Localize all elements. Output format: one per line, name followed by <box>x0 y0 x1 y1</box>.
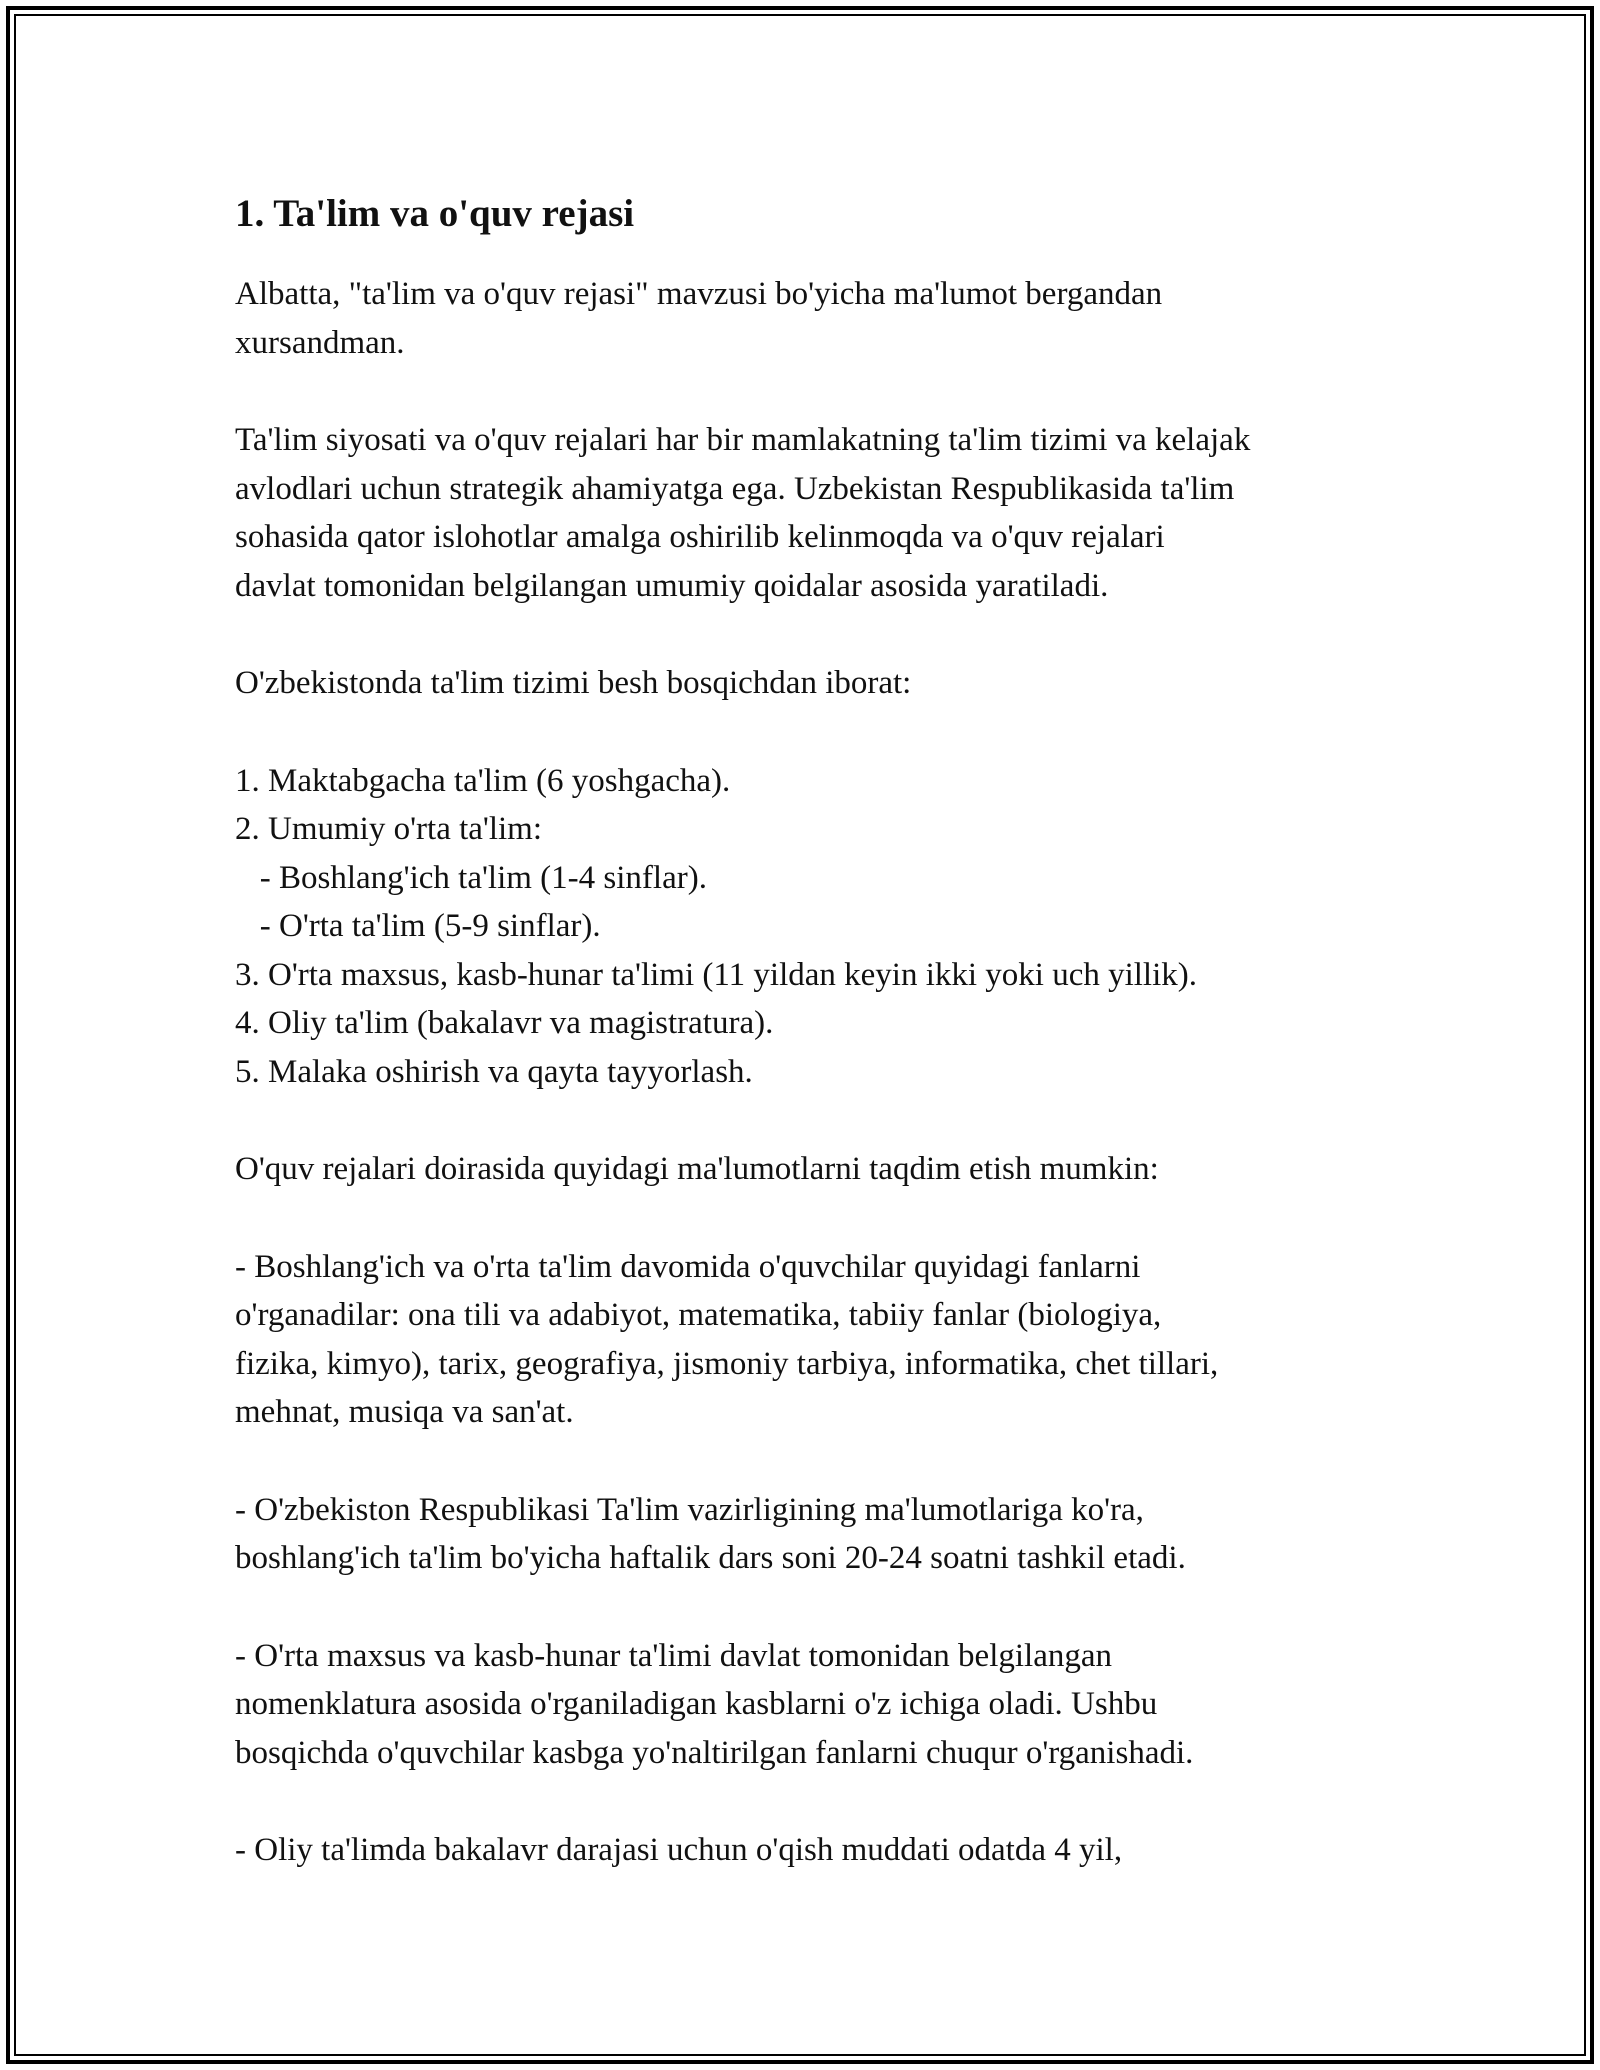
bullet-higher-education: - Oliy ta'limda bakalavr darajasi uchun o'qish muddati odatda 4 yil, <box>235 1832 1123 1868</box>
stages-list <box>235 757 1415 1097</box>
document-body <box>235 184 1415 1875</box>
curriculum-intro: O'quv rejalari doirasida quyidagi ma'lumotlarni taqdim etish mumkin: <box>235 1151 1159 1187</box>
list-item: 4. Oliy ta'lim (bakalavr va magistratura). <box>235 1005 774 1041</box>
intro-paragraph: Albatta, "ta'lim va o'quv rejasi" mavzusi bo'yicha ma'lumot bergandan xursandman. <box>235 276 1163 361</box>
bullet-weekly-hours: - O'zbekiston Respublikasi Ta'lim vazirligining ma'lumotlariga ko'ra, boshlang'ich ta'lim bo'yicha haftalik dars soni 20-24 soatni tashkil etadi. <box>235 1491 1186 1576</box>
bullet-vocational: - O'rta maxsus va kasb-hunar ta'limi davlat tomonidan belgilangan nomenklatura asosida o'rganiladigan kasblarni o'z ichiga oladi. Ushbu bosqichda o'quvchilar kasbga yo'naltirilgan fanlarni chuqur o'rganishadi. <box>235 1637 1194 1771</box>
list-item: - O'rta ta'lim (5-9 sinflar). <box>235 908 601 944</box>
stages-intro: O'zbekistonda ta'lim tizimi besh bosqichdan iborat: <box>235 665 912 701</box>
list-item: 1. Maktabgacha ta'lim (6 yoshgacha). <box>235 762 731 799</box>
policy-paragraph: Ta'lim siyosati va o'quv rejalari har bir mamlakatning ta'lim tizimi va kelajak avlodlari uchun strategik ahamiyatga ega. Uzbekistan Respublikasida ta'lim sohasida qator islohotlar amalga oshirilib kelinmoqda va o'quv rejalari davlat tomonidan belgilangan umumiy qoidalar asosida yaratiladi. <box>235 422 1251 604</box>
list-item: 2. Umumiy o'rta ta'lim: <box>235 811 543 847</box>
section-heading: 1. Ta'lim va o'quv rejasi <box>235 192 635 235</box>
list-item: 3. O'rta maxsus, kasb-hunar ta'limi (11 yildan keyin ikki yoki uch yillik). <box>235 956 1198 993</box>
list-item: 5. Malaka oshirish va qayta tayyorlash. <box>235 1053 753 1090</box>
list-item: - Boshlang'ich ta'lim (1-4 sinflar). <box>235 859 707 896</box>
bullet-subjects: - Boshlang'ich va o'rta ta'lim davomida o'quvchilar quyidagi fanlarni o'rganadilar: ona tili va adabiyot, matematika, tabiiy fanlar (biologiya, fizika, kimyo), tarix, geografiya, jismoniy tarbiya, informatika, chet tillari, mehnat, musiqa va san'at. <box>235 1248 1219 1430</box>
